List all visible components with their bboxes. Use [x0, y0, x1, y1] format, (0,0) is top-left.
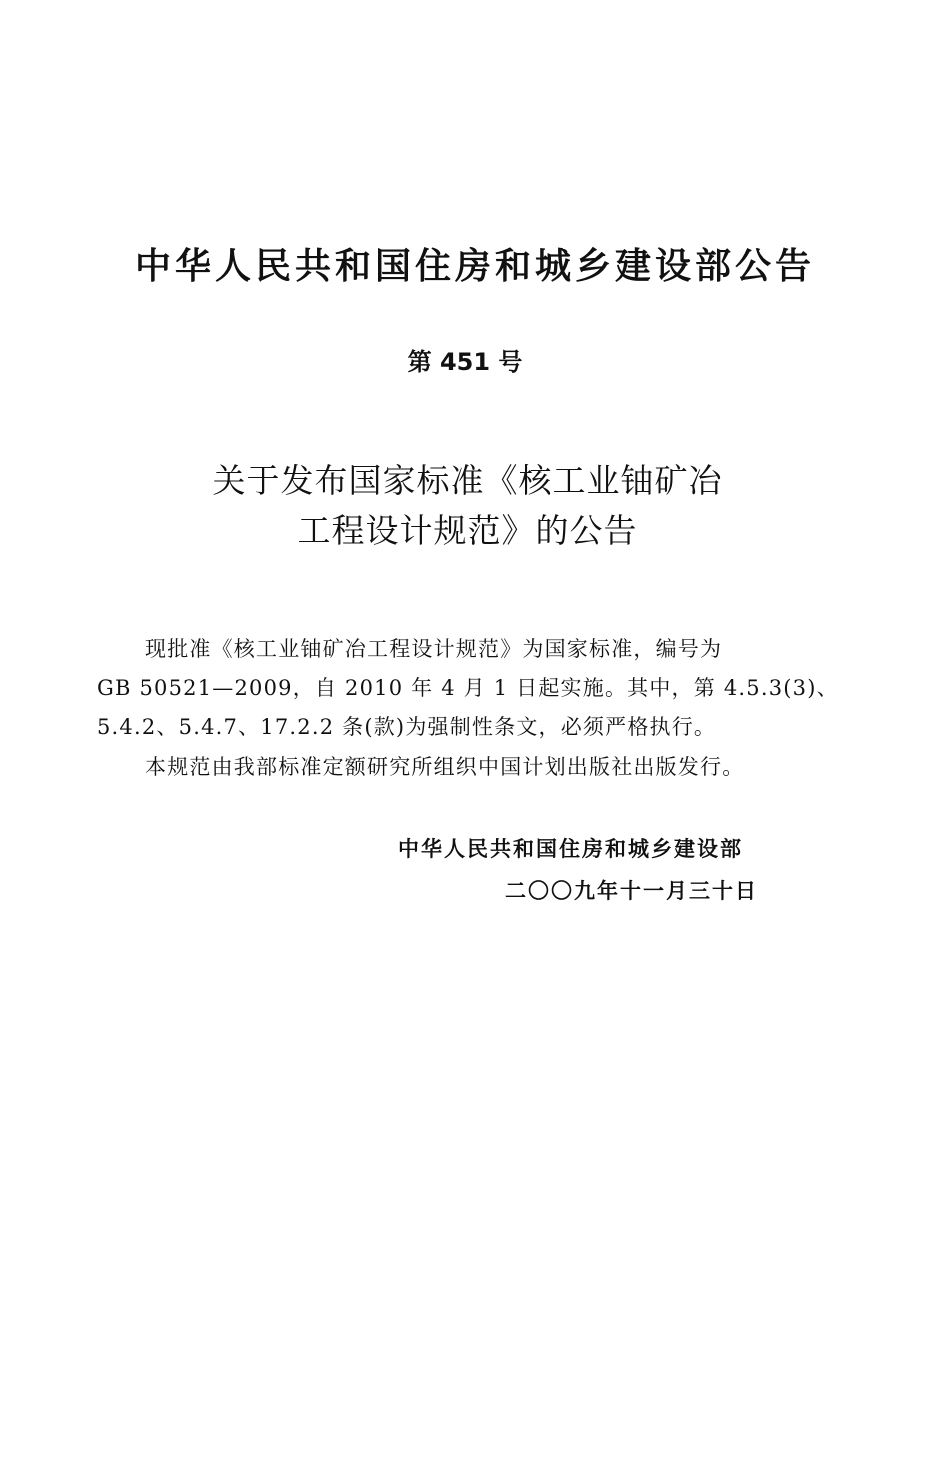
body-text-line: GB 50521—2009，自 2010 年 4 月 1 日起实施。其中，第 4.5.3(3)、	[97, 676, 839, 700]
subtitle-line-1: 关于发布国家标准《核工业铀矿冶	[212, 461, 723, 500]
announcement-number: 第 451 号	[407, 348, 523, 376]
body-text-line: 本规范由我部标准定额研究所组织中国计划出版社出版发行。	[145, 755, 745, 779]
page-title: 中华人民共和国住房和城乡建设部公告	[134, 246, 815, 287]
body-text-line: 5.4.2、5.4.7、17.2.2 条(款)为强制性条文，必须严格执行。	[97, 715, 717, 739]
body-text-line: 现批准《核工业铀矿冶工程设计规范》为国家标准，编号为	[145, 637, 723, 661]
subtitle-line-2: 工程设计规范》的公告	[297, 511, 638, 550]
signature-organization: 中华人民共和国住房和城乡建设部	[398, 837, 743, 861]
signature-date: 二〇〇九年十一月三十日	[505, 879, 758, 903]
